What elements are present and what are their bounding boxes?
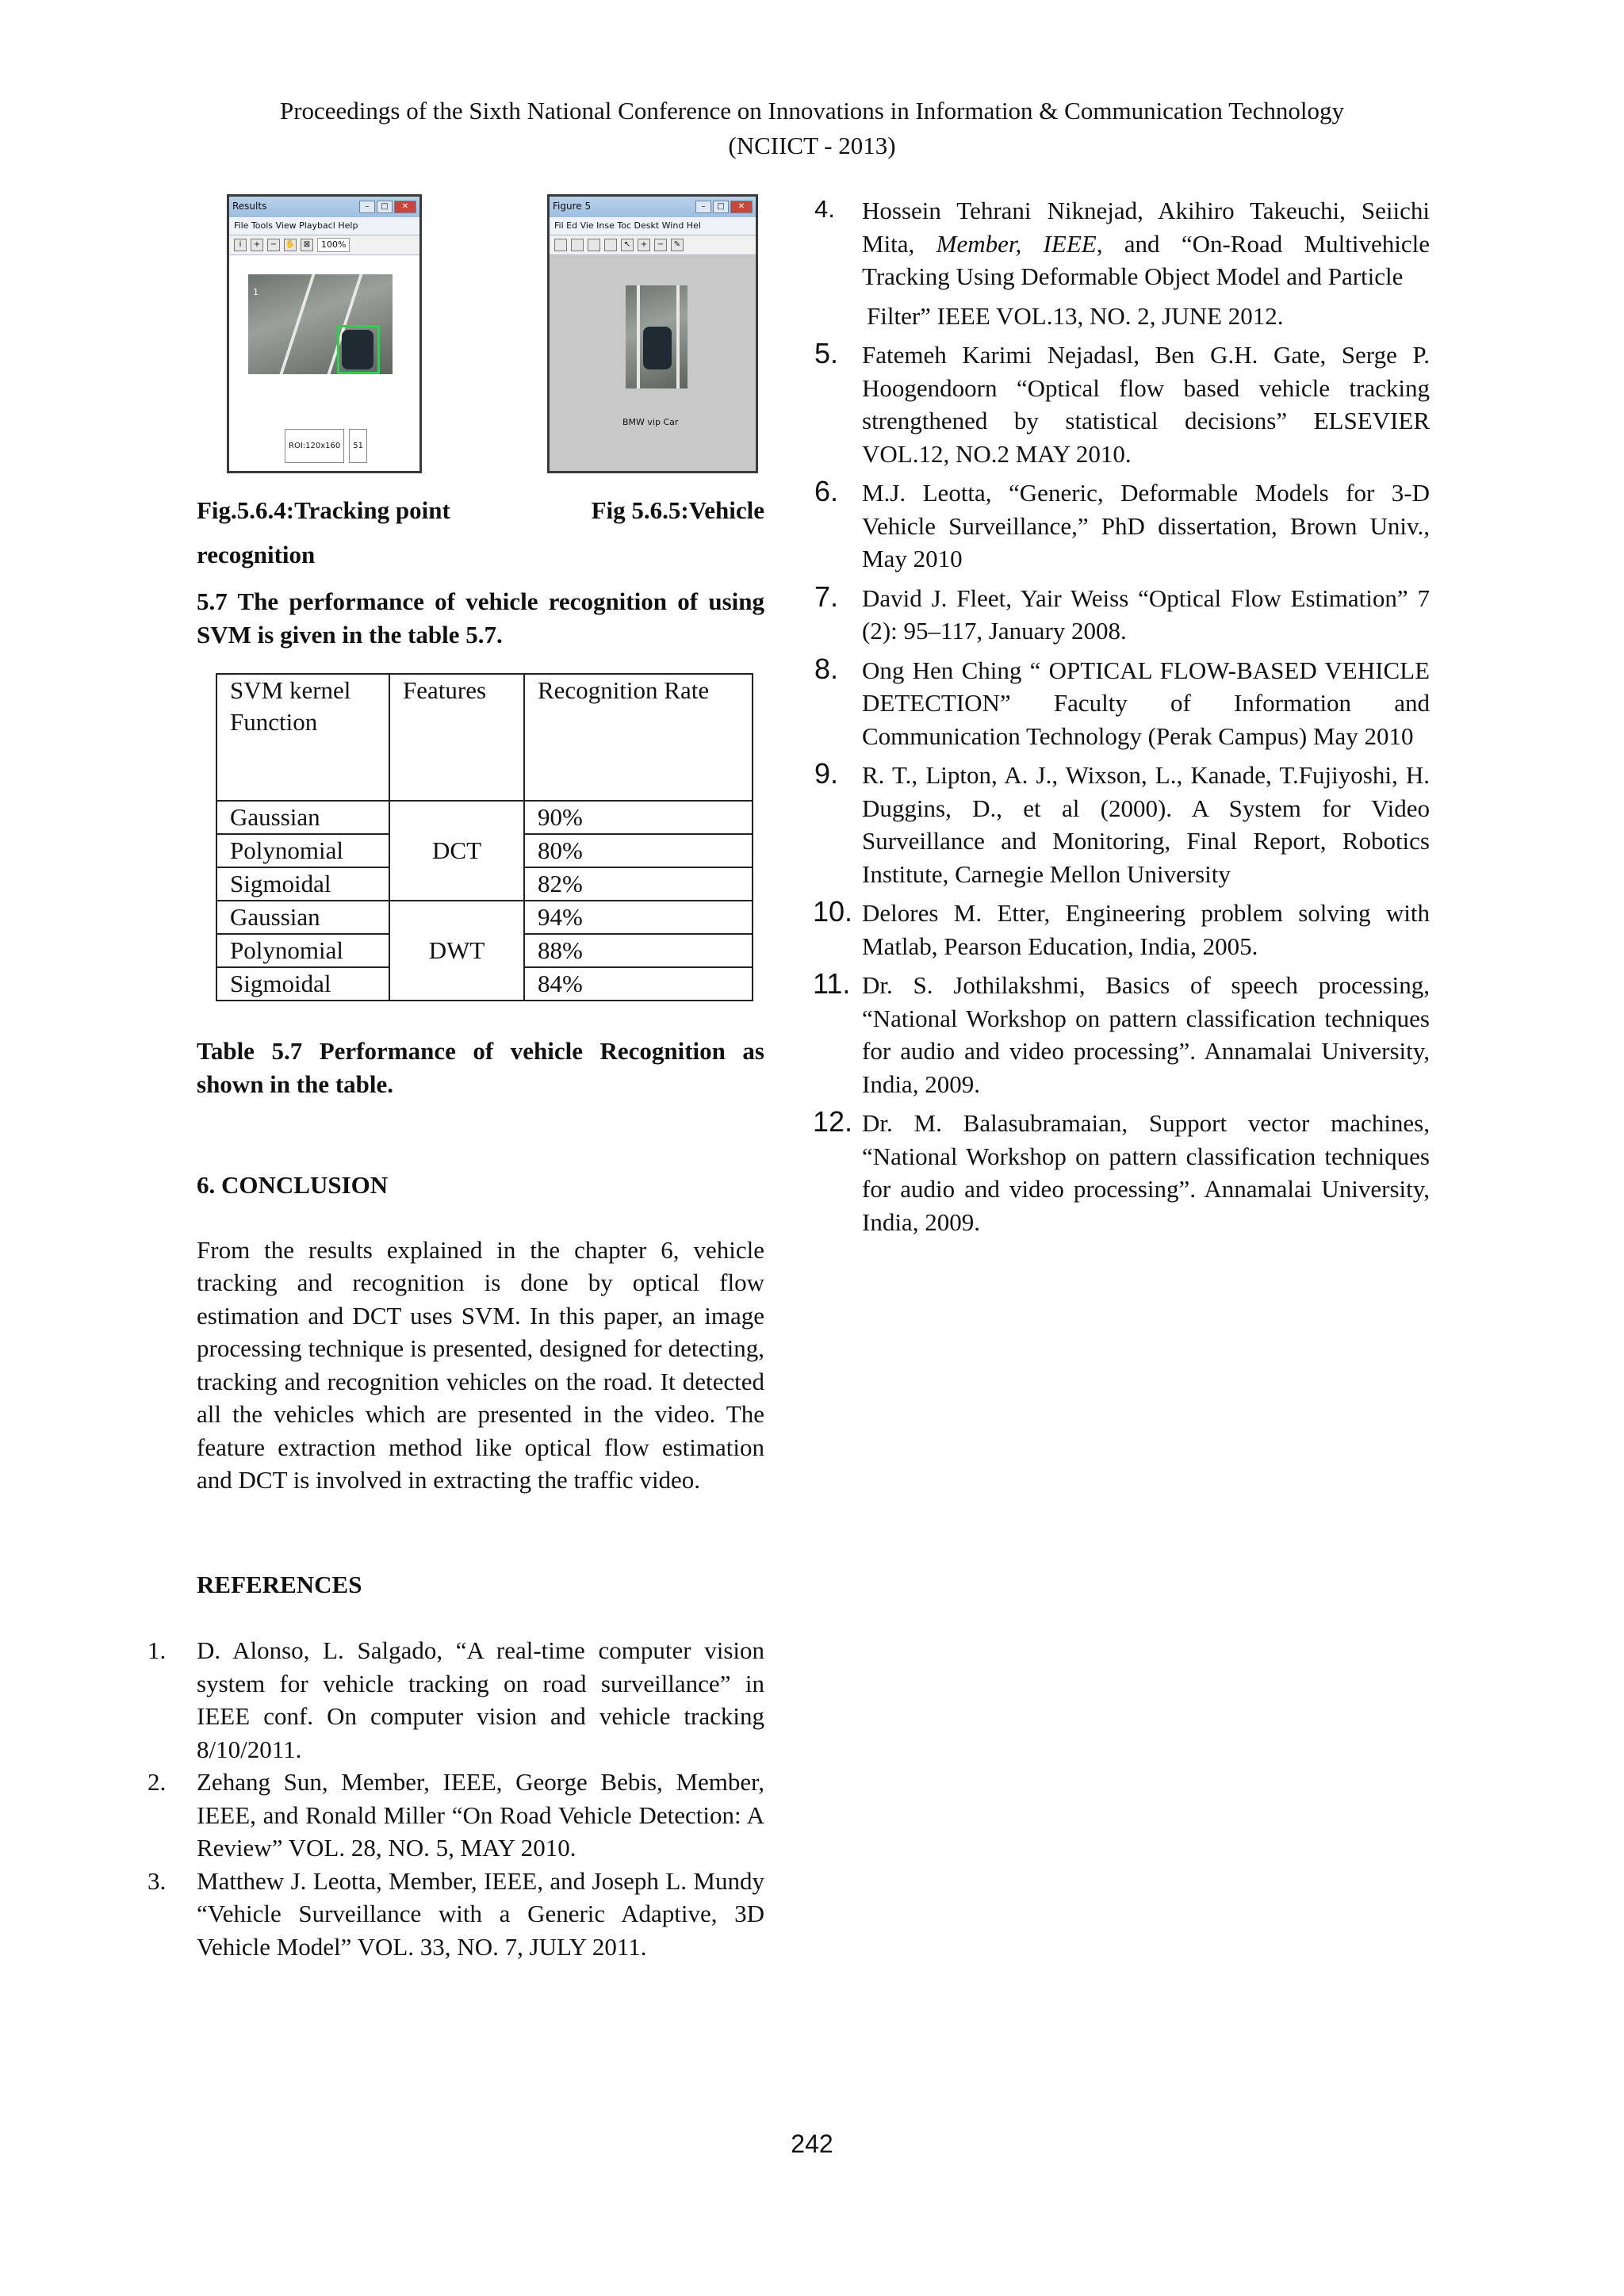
table-cell: Sigmoidal	[216, 967, 389, 1001]
table-cell: Sigmoidal	[216, 867, 389, 901]
reference-text: R. T., Lipton, A. J., Wixson, L., Kanade, T.Fujiyoshi, H. Duggins, D., et al (2000). A System for Video Surveillance and Monitoring, Final Report, Robotics Institute, Carnegie Mellon University	[862, 761, 1430, 888]
caption-tracking-point: Fig.5.6.4:Tracking point	[197, 496, 450, 524]
section-5-7: 5.7 The performance of vehicle recognition of using SVM is given in the table 5.7.	[197, 587, 764, 649]
zoom-in-icon: +	[251, 239, 263, 251]
table-cell: 82%	[524, 867, 753, 901]
caption-vehicle: Fig 5.6.5:Vehicle	[591, 496, 764, 524]
reference-text: Matthew J. Leotta, Member, IEEE, and Joseph L. Mundy “Vehicle Surveillance with a Generic Adaptive, 3D Vehicle Model” VOL. 33, NO. 7, JULY 2011.	[197, 1866, 764, 1961]
reference-item	[813, 895, 1430, 962]
table-cell-feature: DCT	[389, 801, 524, 901]
reference-item	[813, 1105, 1430, 1238]
zoom-out-icon: −	[654, 239, 667, 251]
reference-item	[813, 967, 1430, 1100]
save-icon	[588, 239, 600, 251]
reference-item	[147, 1865, 764, 1964]
caption-recognition: recognition	[197, 540, 316, 568]
reference-text: , and “On-Road Multivehicle Tracking Using Deformable Object Model and Particle	[862, 229, 1430, 290]
results-window-toolbar	[229, 235, 419, 255]
reference-text-italic: Member, IEEE	[936, 229, 1097, 258]
reference-text: D. Alonso, L. Salgado, “A real-time computer vision system for vehicle tracking on road surveillance” in IEEE conf. On computer vision and vehicle tracking 8/10/2011.	[197, 1636, 764, 1763]
header-line-2: (NCIICT - 2013)	[728, 132, 896, 159]
minimize-icon: –	[695, 201, 711, 213]
lane-marking	[676, 285, 680, 388]
reference-item	[814, 194, 1430, 332]
table-caption: Table 5.7 Performance of vehicle Recognition as shown in the table.	[197, 1037, 764, 1098]
minimize-icon: –	[359, 201, 375, 213]
figure5-toolbar	[550, 235, 756, 255]
reference-number: 4.	[814, 195, 835, 223]
table-header-cell: Recognition Rate	[524, 674, 753, 801]
reference-number: 5.	[814, 337, 839, 369]
right-column	[813, 194, 1430, 1245]
reference-text: Hossein Tehrani Niknejad, Akihiro Takeuchi, Seiichi Mita,	[862, 197, 1430, 258]
vehicle-label: BMW vip Car	[622, 417, 679, 427]
reference-text: Dr. S. Jothilakshmi, Basics of speech processing, “National Workshop on pattern classification techniques for audio and video processing”. Annamalai University, India, 2009.	[862, 971, 1430, 1098]
table-header-cell: SVM kernel Function	[216, 674, 389, 801]
figure-row	[197, 194, 764, 480]
reference-text: David J. Fleet, Yair Weiss “Optical Flow Estimation” 7 (2): 95–117, January 2008.	[862, 584, 1430, 645]
reference-number: 12.	[813, 1105, 853, 1138]
results-window-title: Results	[232, 201, 267, 212]
results-window-titlebar	[229, 197, 419, 217]
conference-header	[0, 94, 1624, 163]
reference-item	[147, 1766, 764, 1865]
table-cell: Polynomial	[216, 934, 389, 967]
reference-text: Ong Hen Ching “ OPTICAL FLOW-BASED VEHICLE DETECTION” Faculty of Information and Communication Technology (Perak Campus) May 2010	[862, 656, 1430, 750]
lane-marking	[280, 274, 316, 374]
left-column	[147, 194, 764, 1963]
fit-icon: ⊠	[301, 239, 313, 251]
pointer-icon: ↖	[621, 239, 634, 251]
brush-icon: ✎	[671, 239, 684, 251]
reference-text: Delores M. Etter, Engineering problem solving with Matlab, Pearson Education, India, 2005.	[862, 899, 1430, 960]
table-cell: 94%	[524, 901, 753, 934]
figure5-canvas	[550, 255, 756, 471]
results-status-bar	[285, 429, 367, 464]
references-heading: REFERENCES	[197, 1570, 362, 1598]
maximize-icon: □	[713, 201, 729, 213]
reference-number: 7.	[814, 580, 839, 613]
reference-number: 10.	[813, 895, 853, 928]
zoom-in-icon: +	[638, 239, 650, 251]
roi-readout: ROI:120x160	[285, 429, 344, 464]
reference-text: Filter” IEEE VOL.13, NO. 2, JUNE 2012.	[867, 301, 1284, 330]
zoom-out-icon: −	[267, 239, 280, 251]
track-label: 1	[253, 287, 259, 297]
performance-table	[216, 673, 753, 1001]
table-cell: Polynomial	[216, 834, 389, 867]
reference-number: 1.	[147, 1636, 167, 1664]
road-image	[248, 274, 393, 374]
table-cell: 80%	[524, 834, 753, 867]
reference-item	[814, 652, 1430, 753]
references-right-list	[813, 194, 1430, 1238]
cropped-vehicle-image	[626, 285, 688, 388]
table-cell-feature: DWT	[389, 901, 524, 1001]
figure-captions	[197, 494, 764, 527]
conclusion-text: From the results explained in the chapter 6, vehicle tracking and recognition is done by optical flow estimation and DCT uses SVM. In this paper, an image processing technique is presented, designed for detecting, tracking and recognition vehicles on the road. It detected all the vehicles which are presented in the video. The feature extraction method like optical flow estimation and DCT is involved in extracting the traffic video.	[197, 1235, 764, 1494]
reference-number: 11.	[813, 967, 851, 1000]
reference-text: M.J. Leotta, “Generic, Deformable Models for 3-D Vehicle Surveillance,” PhD dissertation, Brown Univ., May 2010	[862, 479, 1430, 572]
results-window-figure	[227, 194, 422, 473]
figure5-titlebar	[550, 197, 756, 217]
reference-item	[147, 1634, 764, 1766]
close-icon: ✕	[394, 201, 416, 213]
references-left-list	[147, 1634, 764, 1963]
close-icon: ✕	[730, 201, 753, 213]
car-shape	[643, 327, 672, 369]
figure5-window	[547, 194, 758, 473]
table-cell: 90%	[524, 801, 753, 834]
table-row	[216, 901, 753, 934]
table-header-row	[216, 674, 753, 801]
reference-item	[814, 475, 1430, 576]
reference-text: Zehang Sun, Member, IEEE, George Bebis, Member, IEEE, and Ronald Miller “On Road Vehicle Detection: A Review” VOL. 28, NO. 5, MAY 2010.	[197, 1768, 764, 1862]
results-window-canvas	[229, 255, 419, 471]
print-icon	[604, 239, 617, 251]
reference-text: Fatemeh Karimi Nejadasl, Ben G.H. Gate, Serge P. Hoogendoorn “Optical flow based vehicle tracking strengthened by statistical decisions” ELSEVIER VOL.12, NO.2 MAY 2010.	[862, 341, 1430, 468]
page-number: 242	[791, 2130, 833, 2158]
conclusion-heading: 6. CONCLUSION	[197, 1171, 389, 1199]
new-file-icon	[554, 239, 567, 251]
open-folder-icon	[571, 239, 584, 251]
table-cell: Gaussian	[216, 901, 389, 934]
pan-icon: ✋	[284, 239, 297, 251]
results-window-menu: File Tools View Playbacl Help	[229, 217, 419, 235]
reference-number: 3.	[147, 1866, 167, 1895]
figure5-menu: Fil Ed Vie Inse Toc Deskt Wind Hel	[550, 217, 756, 235]
table-row	[216, 801, 753, 834]
reference-number: 6.	[814, 475, 839, 507]
reference-number: 2.	[147, 1768, 167, 1796]
table-cell: 84%	[524, 967, 753, 1001]
table-cell: Gaussian	[216, 801, 389, 834]
reference-item	[814, 337, 1430, 470]
reference-item	[814, 757, 1430, 890]
zoom-level: 100%	[317, 238, 350, 252]
figure5-title: Figure 5	[553, 201, 592, 212]
maximize-icon: □	[377, 201, 393, 213]
table-cell: 88%	[524, 934, 753, 967]
reference-number: 8.	[814, 652, 839, 685]
header-line-1: Proceedings of the Sixth National Conference on Innovations in Information & Communication Technology	[279, 97, 1345, 124]
table-header-cell: Features	[389, 674, 524, 801]
lane-marking	[637, 285, 640, 388]
info-icon: i	[234, 239, 247, 251]
tracking-box	[337, 325, 380, 374]
reference-number: 9.	[814, 757, 839, 790]
reference-item	[814, 580, 1430, 648]
value-readout: 51	[349, 429, 367, 464]
reference-text: Dr. M. Balasubramaian, Support vector machines, “National Workshop on pattern classification techniques for audio and video processing”. Annamalai University, India, 2009.	[862, 1109, 1430, 1236]
